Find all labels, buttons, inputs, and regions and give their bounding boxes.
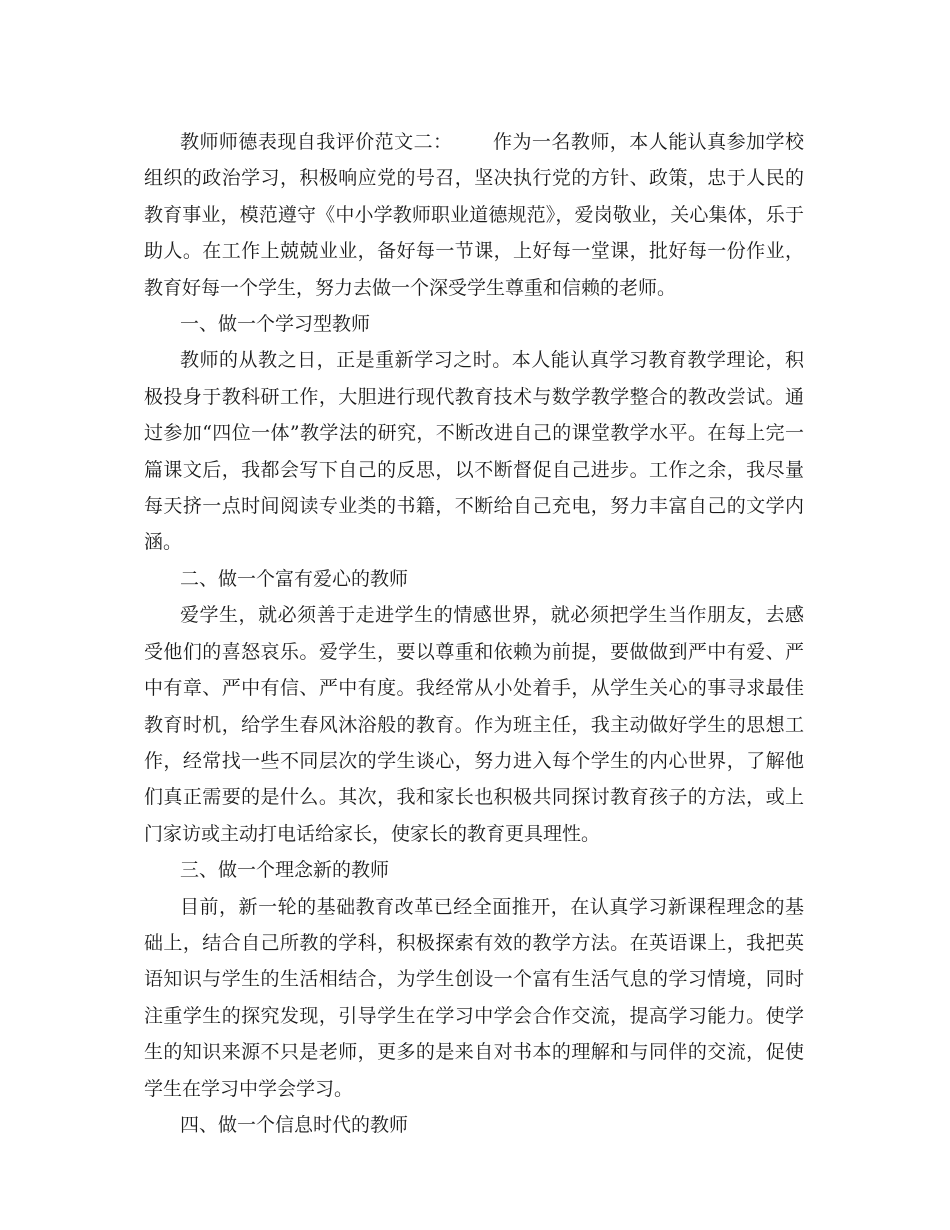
section-heading-1: 一、做一个学习型教师: [180, 313, 371, 336]
section-heading-3: 三、做一个理念新的教师: [180, 859, 390, 882]
section-heading-2: 二、做一个富有爱心的教师: [180, 567, 409, 590]
section-body-2: 爱学生，就必须善于走进学生的情感世界，就必须把学生当作朋友，去感受他们的喜怒哀乐。爱学生，要以尊重和依赖为前提，要做做到严中有爱、严中有章、严中有信、严中有度。我经常从小处着手，从学生关心的事寻求最佳教育时机，给学生春风沐浴般的教育。作为班主任，我主动做好学生的思想工作，经常找一些不同层次的学生谈心，努力进入每个学生的内心世界，了解他们真正需要的是什么。其次，我和家长也积极共同探讨教育孩子的方法，或上门家访或主动打电话给家长，使家长的教育更具理性。: [144, 604, 804, 845]
section-heading-4: 四、做一个信息时代的教师: [180, 1113, 409, 1136]
document-body: [144, 124, 804, 1143]
section-body-3: 目前，新一轮的基础教育改革已经全面推开，在认真学习新课程理念的基础上，结合自己所教的学科，积极探索有效的教学方法。在英语课上，我把英语知识与学生的生活相结合，为学生创设一个富有生活气息的学习情境，同时注重学生的探究发现，引导学生在学习中学会合作交流，提高学习能力。使学生的知识来源不只是老师，更多的是来自对书本的理解和与同伴的交流，促使学生在学习中学会学习。: [144, 895, 804, 1100]
section-body-1: 教师的从教之日，正是重新学习之时。本人能认真学习教育教学理论，积极投身于教科研工作，大胆进行现代教育技术与数学教学整合的教改尝试。通过参加“四位一体”教学法的研究，不断改进自己的课堂教学水平。在每上完一篇课文后，我都会写下自己的反思，以不断督促自己进步。工作之余，我尽量每天挤一点时间阅读专业类的书籍，不断给自己充电，努力丰富自己的文学内涵。: [144, 349, 804, 554]
intro-paragraph: [144, 124, 804, 306]
intro-title: 教师师德表现自我评价范文二：: [180, 131, 453, 153]
intro-text: 作为一名教师，本人能认真参加学校组织的政治学习，积极响应党的号召，坚决执行党的方针、政策，忠于人民的教育事业，模范遵守《中小学教师职业道德规范》，爱岗敬业，关心集体，乐于助人。在工作上兢兢业业，备好每一节课，上好每一堂课，批好每一份作业，教育好每一个学生，努力去做一个深受学生尊重和信赖的老师。: [144, 131, 804, 299]
